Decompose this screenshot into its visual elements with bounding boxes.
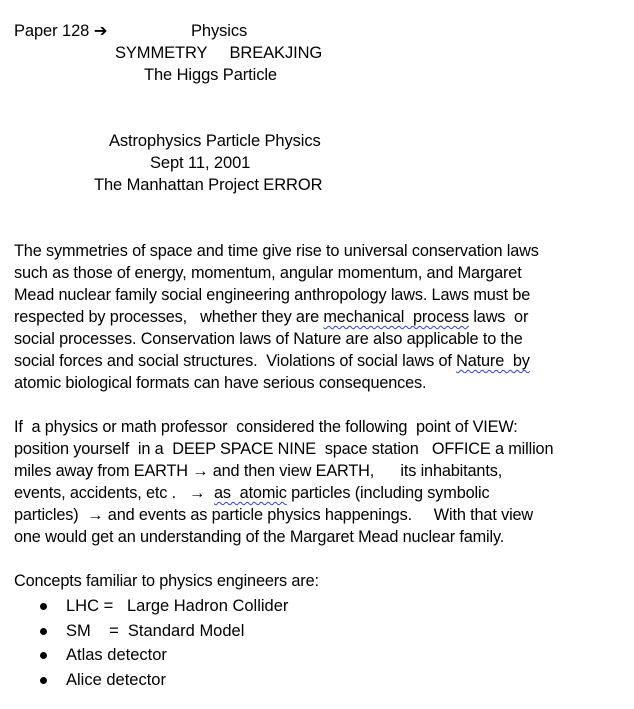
paragraph-2-line-4-start: events, accidents, etc . → xyxy=(14,484,215,502)
document-subtitle: The Higgs Particle xyxy=(144,66,278,84)
paragraph-2-line-1: If a physics or math professor considered the following point of VIEW: xyxy=(14,418,518,436)
paragraph-2-line-5: particles) → and events as particle physics happenings. With that view xyxy=(14,506,534,524)
paragraph-1-line-3: Mead nuclear family social engineering anthropology laws. Laws must be xyxy=(14,286,531,304)
paragraph-1-line-4-start: respected by processes, whether they are xyxy=(14,308,324,326)
date-line: Sept 11, 2001 xyxy=(150,154,251,172)
paragraph-1-line-5: social processes. Conservation laws of Nature are also applicable to the xyxy=(14,330,523,348)
paragraph-2-line-2: position yourself in a DEEP SPACE NINE space station OFFICE a million xyxy=(14,440,554,458)
list-item-text: SM = Standard Model xyxy=(66,621,245,640)
paragraph-1-line-4-end: laws or xyxy=(468,308,529,326)
paragraph-1-line-6 xyxy=(14,350,530,372)
bullet-icon xyxy=(40,652,47,659)
list-item-text: Alice detector xyxy=(66,670,166,689)
paragraph-2-line-4 xyxy=(14,482,489,504)
paper-number: Paper 128 ➔ xyxy=(14,22,108,40)
subject-label: Physics xyxy=(191,22,248,40)
concepts-intro: Concepts familiar to physics engineers are: xyxy=(14,572,319,590)
topic-line: Astrophysics Particle Physics xyxy=(109,132,321,150)
paragraph-1-line-6-start: social forces and social structures. Violations of social laws of xyxy=(14,352,457,370)
list-item xyxy=(38,668,288,693)
paragraph-2-line-4-end: particles (including symbolic xyxy=(286,484,490,502)
paragraph-1-line-2: such as those of energy, momentum, angular momentum, and Margaret xyxy=(14,264,522,282)
concepts-list xyxy=(38,594,288,692)
spellcheck-underlined-phrase: mechanical process xyxy=(323,308,469,326)
paragraph-2-line-3: miles away from EARTH → and then view EARTH, its inhabitants, xyxy=(14,462,503,480)
spellcheck-underlined-phrase: as atomic xyxy=(214,484,287,502)
list-item-text: LHC = Large Hadron Collider xyxy=(66,597,289,615)
paragraph-2-line-6: one would get an understanding of the Margaret Mead nuclear family. xyxy=(14,528,505,546)
document-title: SYMMETRY BREAKJING xyxy=(115,44,323,62)
spellcheck-underlined-phrase: Nature by xyxy=(456,352,530,370)
bullet-icon xyxy=(40,628,47,635)
bullet-icon xyxy=(40,677,47,684)
paragraph-1-line-1: The symmetries of space and time give rise to universal conservation laws xyxy=(14,242,539,260)
list-item xyxy=(38,594,288,619)
bullet-icon xyxy=(40,603,47,610)
project-line: The Manhattan Project ERROR xyxy=(94,176,323,194)
paragraph-1-line-4 xyxy=(14,306,528,328)
paragraph-1-line-7: atomic biological formats can have serious consequences. xyxy=(14,374,427,392)
list-item-text: Atlas detector xyxy=(66,646,167,664)
list-item xyxy=(38,643,288,668)
list-item xyxy=(38,619,288,644)
